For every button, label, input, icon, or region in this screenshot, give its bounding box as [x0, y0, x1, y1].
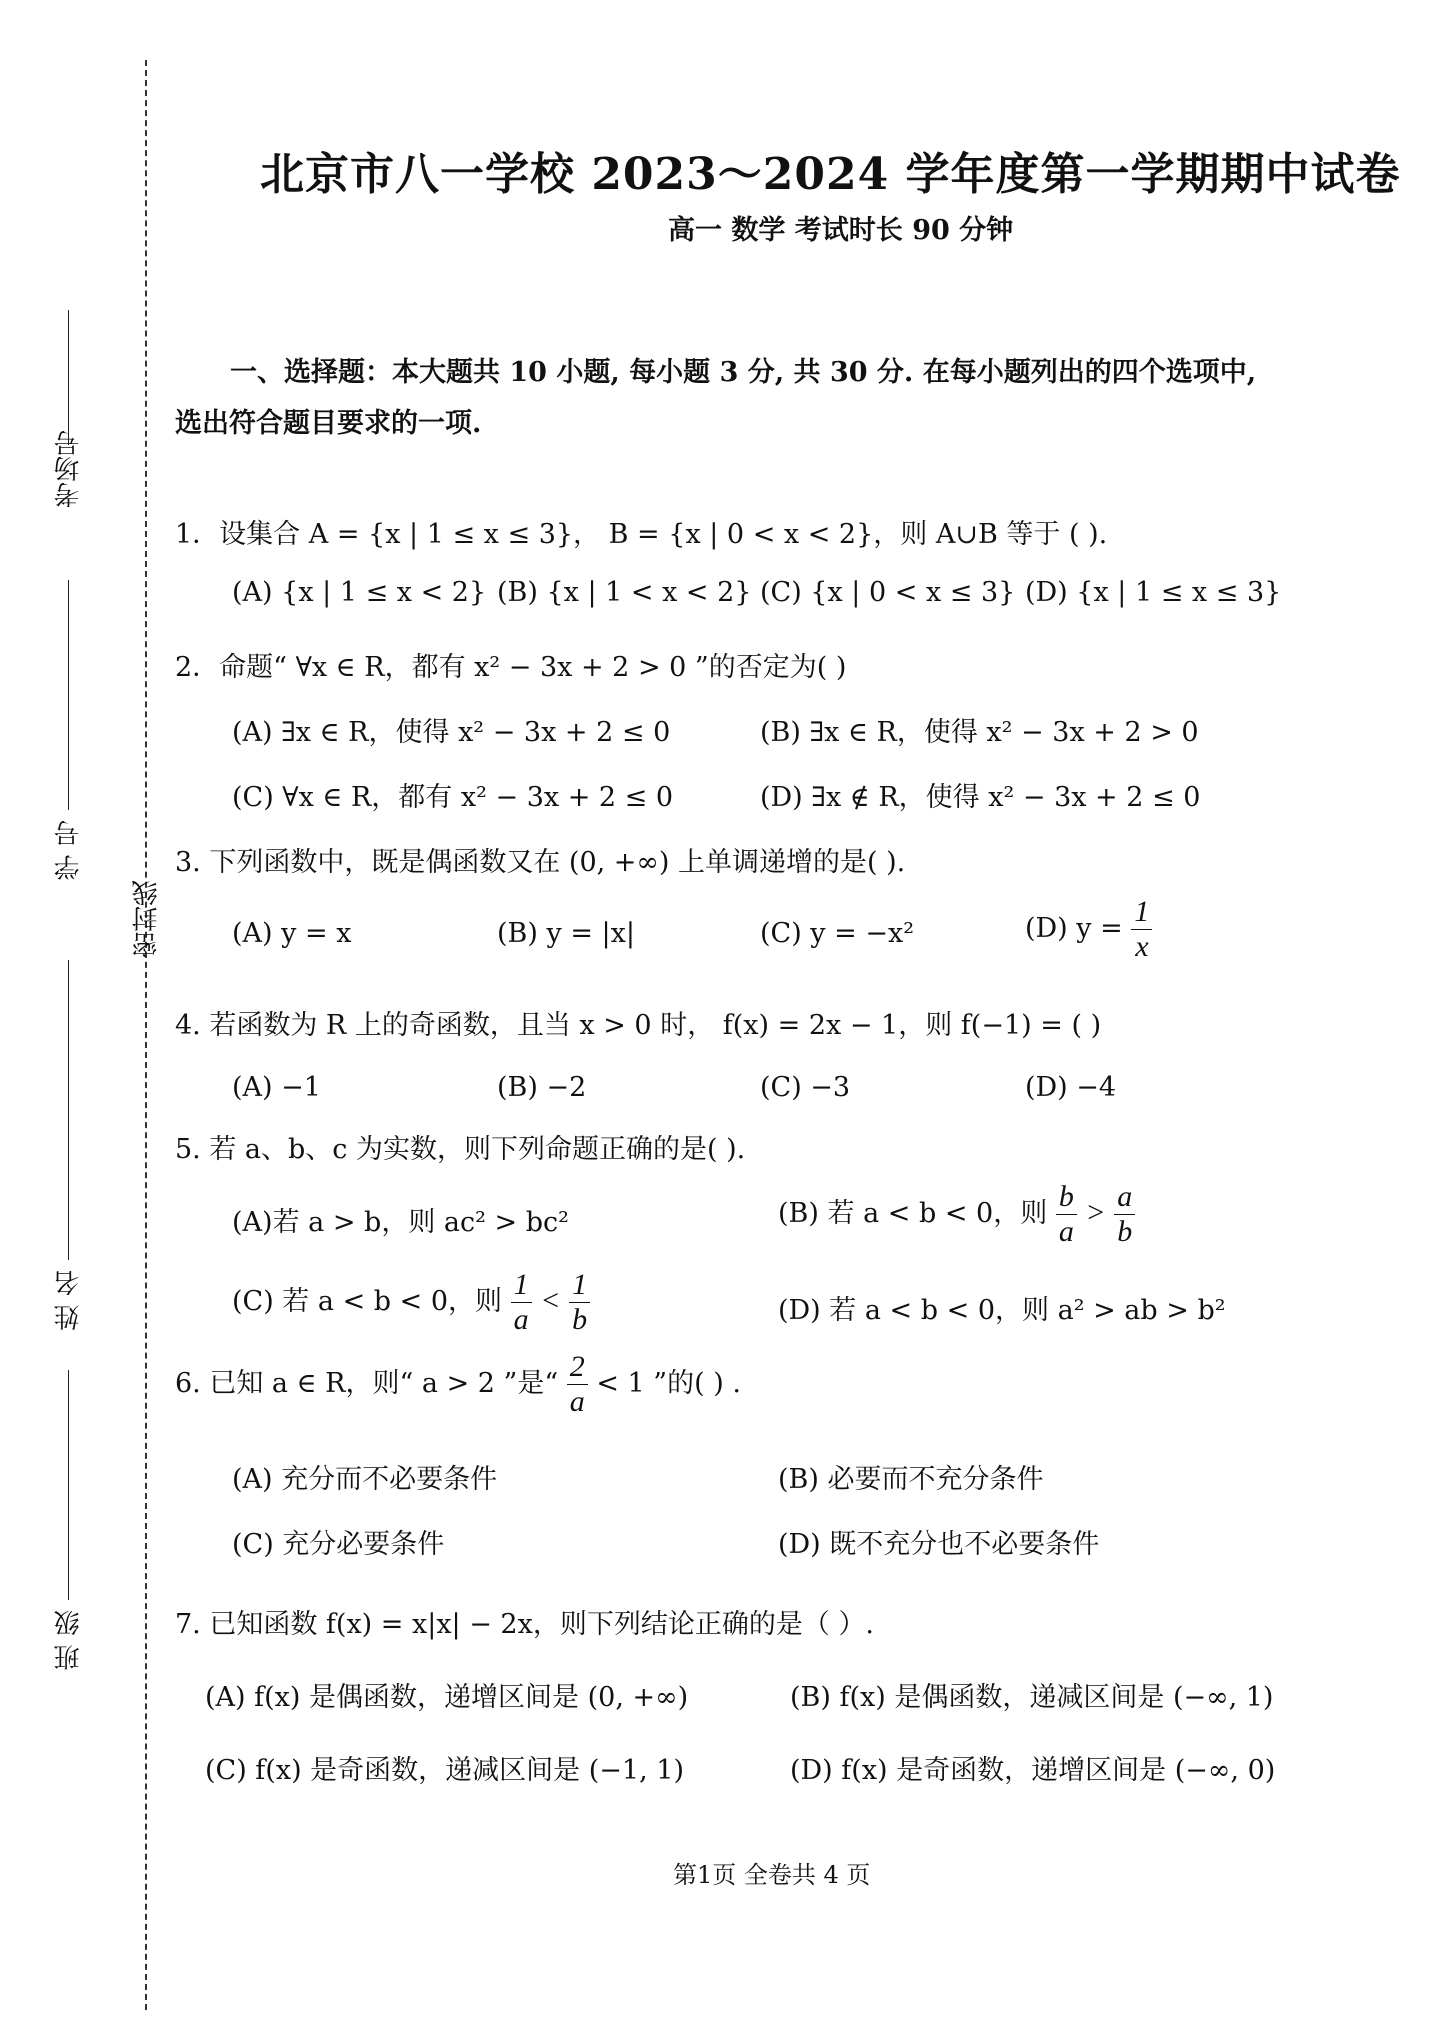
fraction-denominator: x [1135, 930, 1149, 963]
page-subtitle: 高一 数学 考试时长 90 分钟 [668, 215, 1014, 246]
page-footer: 第1页 全卷共 4 页 [673, 1861, 871, 1889]
question-2-option-c: (C) ∀x ∈ R，都有 x² − 3x + 2 ≤ 0 [232, 782, 674, 813]
fraction [1131, 895, 1152, 964]
question-5-option-c [232, 1268, 590, 1337]
question-1-option-d: (D) {x | 1 ≤ x ≤ 3} [1025, 577, 1282, 608]
name-blank [68, 960, 69, 1260]
exam-room-blank [68, 310, 69, 445]
fraction-denominator: a [513, 1303, 529, 1336]
fraction [511, 1268, 532, 1337]
relation-symbol: < [540, 1284, 561, 1317]
question-7-option-b: (B) f(x) 是偶函数，递减区间是 (−∞, 1) [790, 1682, 1274, 1713]
question-7-option-d: (D) f(x) 是奇函数，递增区间是 (−∞, 0) [790, 1755, 1276, 1786]
question-3-stem: 3. 下列函数中，既是偶函数又在 (0, +∞) 上单调递增的是( ). [175, 847, 906, 878]
question-6-stem-prefix: 6. 已知 a ∈ R，则“ a > 2 ”是“ [175, 1368, 559, 1399]
fraction-denominator: a [569, 1385, 585, 1418]
question-6-option-b: (B) 必要而不充分条件 [778, 1464, 1044, 1495]
class-label: 班 级 [54, 1610, 84, 1671]
question-7-option-c: (C) f(x) 是奇函数，递减区间是 (−1, 1) [205, 1755, 684, 1786]
class-blank [68, 1370, 69, 1600]
question-2-option-a: (A) ∃x ∈ R，使得 x² − 3x + 2 ≤ 0 [232, 717, 671, 748]
student-id-blank [68, 580, 69, 810]
question-3-option-d-prefix: (D) y = [1025, 913, 1123, 944]
question-6-stem [175, 1350, 741, 1419]
question-3-option-c: (C) y = −x² [760, 918, 915, 949]
question-5-option-a: (A)若 a > b，则 ac² > bc² [232, 1207, 569, 1238]
question-3-option-b: (B) y = |x| [497, 918, 635, 949]
question-7-option-a: (A) f(x) 是偶函数，递增区间是 (0, +∞) [205, 1682, 689, 1713]
fraction-numerator: 1 [569, 1268, 590, 1303]
seal-dashed-line [145, 60, 147, 2010]
section-heading-line1: 一、选择题：本大题共 10 小题, 每小题 3 分, 共 30 分. 在每小题列出的四个选项中, [230, 357, 1257, 388]
question-3-option-a: (A) y = x [232, 918, 352, 949]
question-4-option-c: (C) −3 [760, 1072, 851, 1103]
question-2-option-b: (B) ∃x ∈ R，使得 x² − 3x + 2 > 0 [760, 717, 1199, 748]
fraction-numerator: 1 [511, 1268, 532, 1303]
fraction [1056, 1180, 1077, 1249]
question-1-option-c: (C) {x | 0 < x ≤ 3} [760, 577, 1016, 608]
question-6-option-c: (C) 充分必要条件 [232, 1529, 445, 1560]
question-5-option-d: (D) 若 a < b < 0，则 a² > ab > b² [778, 1295, 1226, 1326]
question-4-option-d: (D) −4 [1025, 1072, 1117, 1103]
fraction [567, 1350, 588, 1419]
fraction [1114, 1180, 1135, 1249]
name-label: 姓 名 [54, 1270, 84, 1331]
fraction-numerator: 1 [1131, 895, 1152, 930]
question-6-option-a: (A) 充分而不必要条件 [232, 1464, 498, 1495]
section-heading-line2: 选出符合题目要求的一项. [175, 408, 482, 439]
fraction [569, 1268, 590, 1337]
relation-symbol: > [1085, 1196, 1106, 1229]
question-1-option-a: (A) {x | 1 ≤ x < 2} [232, 577, 487, 608]
fraction-denominator: a [1058, 1215, 1074, 1248]
question-6-option-d: (D) 既不充分也不必要条件 [778, 1529, 1100, 1560]
question-7-stem: 7. 已知函数 f(x) = x|x| − 2x，则下列结论正确的是（ ）. [175, 1609, 875, 1640]
question-2-option-d: (D) ∃x ∉ R，使得 x² − 3x + 2 ≤ 0 [760, 782, 1201, 813]
fraction-denominator: b [572, 1303, 588, 1336]
exam-room-label: 考场号 [54, 430, 84, 508]
fraction-numerator: b [1056, 1180, 1077, 1215]
question-5-option-c-prefix: (C) 若 a < b < 0，则 [232, 1286, 503, 1317]
question-3-option-d [1025, 895, 1152, 964]
question-5-option-b [778, 1180, 1135, 1249]
question-1-stem: 1．设集合 A = {x | 1 ≤ x ≤ 3}， B = {x | 0 < x < 2}，则 A∪B 等于 ( ). [175, 519, 1108, 550]
question-6-stem-suffix: < 1 ”的( ) . [596, 1368, 741, 1399]
question-2-stem: 2．命题“ ∀x ∈ R，都有 x² − 3x + 2 > 0 ”的否定为( ) [175, 652, 847, 683]
fraction-numerator: a [1114, 1180, 1135, 1215]
page-title: 北京市八一学校 2023～2024 学年度第一学期期中试卷 [260, 149, 1401, 200]
question-4-option-a: (A) −1 [232, 1072, 321, 1103]
question-4-option-b: (B) −2 [497, 1072, 587, 1103]
seal-line-label: 密封线 [132, 880, 162, 958]
question-4-stem: 4. 若函数为 R 上的奇函数，且当 x > 0 时， f(x) = 2x − 1，则 f(−1) = ( ) [175, 1010, 1102, 1041]
fraction-denominator: b [1117, 1215, 1133, 1248]
fraction-numerator: 2 [567, 1350, 588, 1385]
student-id-label: 学 号 [54, 820, 84, 881]
question-1-option-b: (B) {x | 1 < x < 2} [497, 577, 752, 608]
question-5-option-b-prefix: (B) 若 a < b < 0，则 [778, 1198, 1048, 1229]
question-5-stem: 5. 若 a、b、c 为实数，则下列命题正确的是( ). [175, 1134, 746, 1165]
